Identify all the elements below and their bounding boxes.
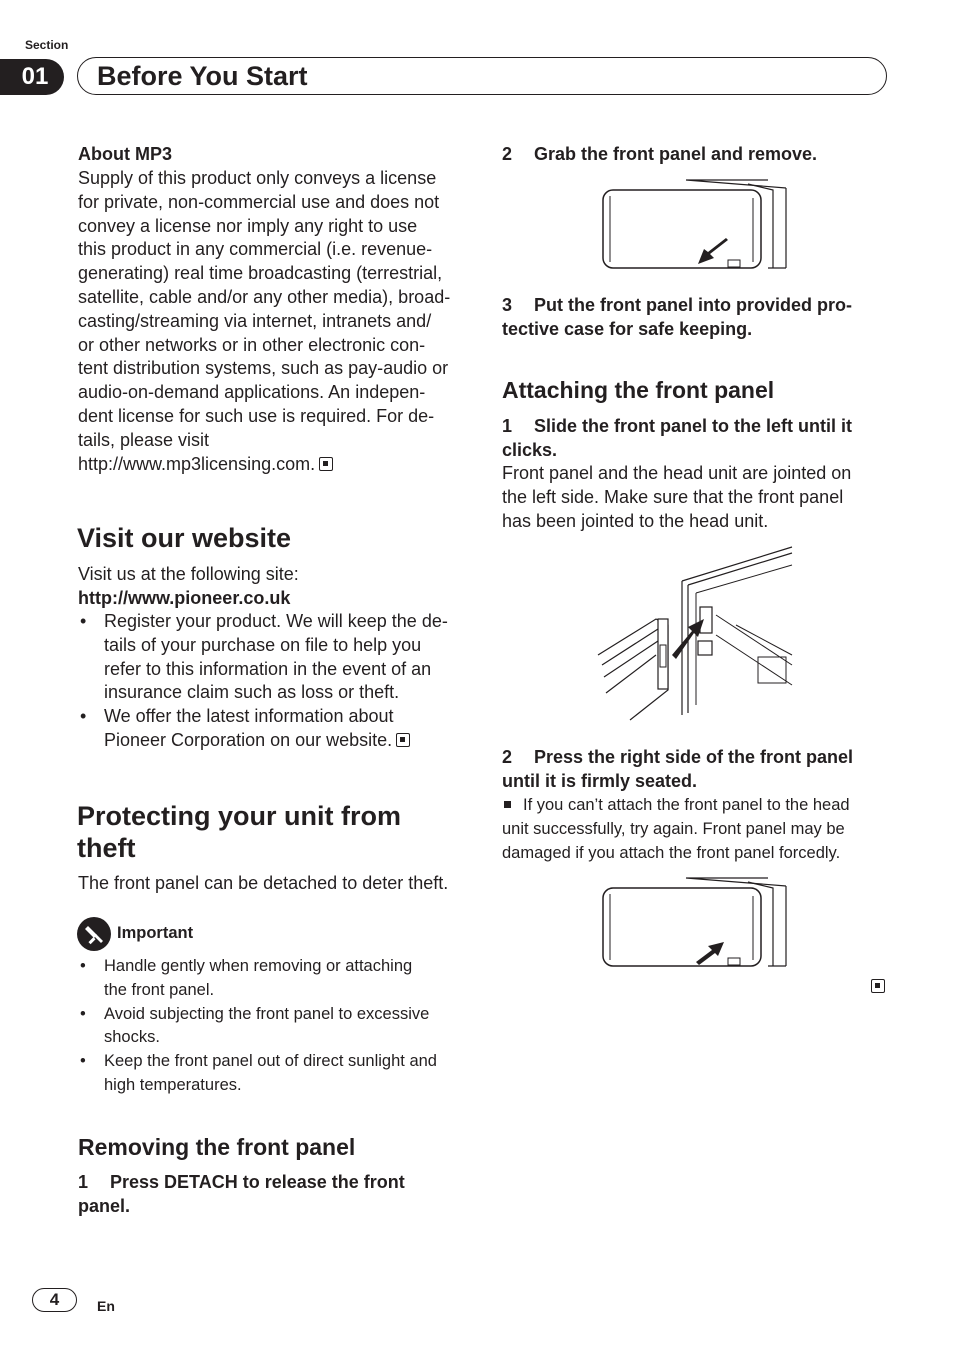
end-of-section-marker [871, 979, 885, 997]
end-of-section-icon [396, 733, 410, 747]
mp3-body: Supply of this product only conveys a license for private, non-commercial use and does not convey a license nor imply any right to use this product in any commercial (i.e. revenue- generating) real time broadcasting (terrestrial, satellite, cable and/or any other media), broad- casting/streaming via internet, intranets and/ or other networks or in other electronic con- tent distribution systems, such as pay-audio or audio-on-demand applications. An indepen- dent license for such use is required. For de- tails, please visit http://www.mp3licensing.com. [78, 168, 451, 474]
list-item: • Keep the front panel out of direct sunlight and high temperatures. [80, 1052, 437, 1094]
attaching-heading: Attaching the front panel [502, 377, 775, 403]
language-label: En [97, 1298, 115, 1314]
list-item: • We offer the latest information about Pioneer Corporation on our website. [78, 705, 478, 753]
note-square-icon [504, 801, 511, 808]
removing-heading: Removing the front panel [78, 1134, 356, 1160]
mp3-license-link[interactable]: http://www.mp3licensing.com. [78, 453, 316, 474]
section-label: Section [25, 38, 69, 52]
list-item: • Handle gently when removing or attaching the front panel. [80, 957, 413, 999]
important-bullet-list [78, 955, 478, 1098]
list-item: • Register your product. We will keep the de- tails of your purchase on file to help you refer to this information in the event of an insurance claim such as loss or theft. [80, 611, 448, 703]
website-url-link[interactable]: http://www.pioneer.co.uk [78, 588, 291, 608]
mp3-heading: About MP3 [78, 144, 172, 164]
end-of-section-icon [319, 457, 333, 471]
theft-intro: The front panel can be detached to deter theft. [78, 873, 449, 893]
attaching-step-1: 1 Slide the front panel to the left until it clicks. [502, 416, 852, 460]
remove-panel-illustration [598, 178, 798, 273]
website-bullet-list [78, 610, 478, 753]
section-number-badge: 01 [0, 59, 64, 95]
end-of-section-icon [871, 979, 885, 993]
important-label: Important [117, 924, 194, 942]
removing-step-1: 1 Press DETACH to release the front panel. [78, 1172, 405, 1216]
removing-step-2: 2 Grab the front panel and remove. [502, 144, 818, 164]
attach-panel-illustration [596, 545, 796, 725]
attaching-step-1-body: Front panel and the head unit are jointed on the left side. Make sure that the front panel has been jointed to the head unit. [502, 463, 852, 531]
press-panel-illustration [598, 876, 798, 971]
website-intro: Visit us at the following site: [78, 564, 299, 584]
removing-step-3: 3 Put the front panel into provided pro- tective case for safe keeping. [502, 295, 852, 339]
attaching-step-2: 2 Press the right side of the front panel until it is firmly seated. [502, 747, 854, 791]
theft-heading: Protecting your unit from theft [77, 801, 401, 863]
website-heading: Visit our website [77, 523, 292, 553]
important-icon [77, 917, 111, 951]
page-title: Before You Start [97, 61, 308, 91]
attaching-note: If you can’t attach the front panel to the head unit successfully, try again. Front panel may be damaged if you attach the front panel forcedly. [502, 796, 850, 862]
page-number: 4 [32, 1288, 77, 1312]
list-item: • Avoid subjecting the front panel to excessive shocks. [80, 1004, 430, 1047]
